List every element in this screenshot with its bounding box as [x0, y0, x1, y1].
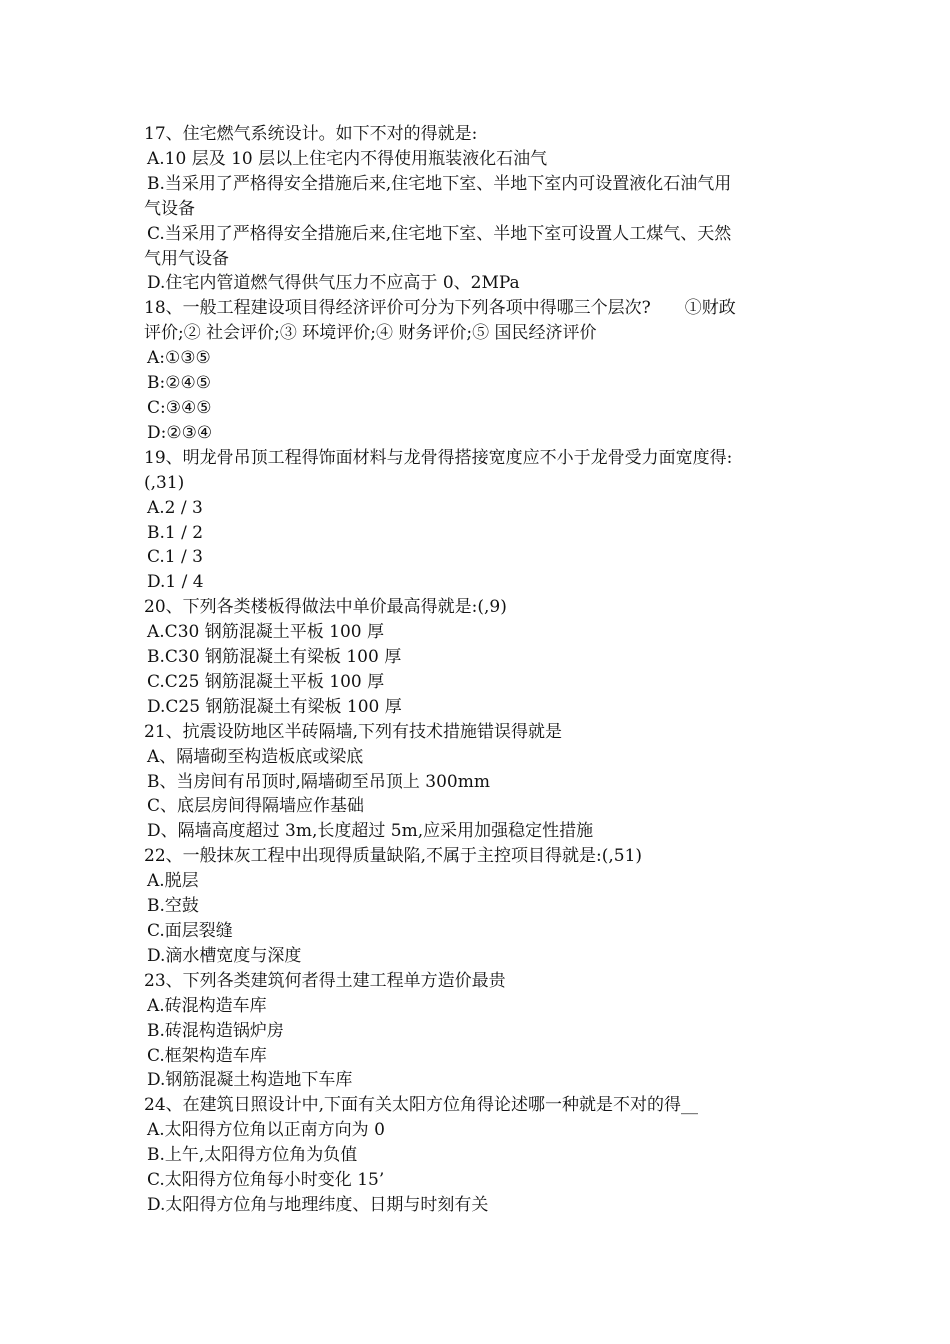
question-22-title: 22、一般抹灰工程中出现得质量缺陷,不属于主控项目得就是:(,51) [144, 846, 643, 867]
question-19-option-c: C.1 / 3 [147, 547, 203, 568]
question-24-option-b: B.上午,太阳得方位角为负值 [147, 1145, 358, 1166]
question-23-option-b: B.砖混构造锅炉房 [147, 1020, 284, 1041]
question-24-option-a: A.太阳得方位角以正南方向为 0 [147, 1120, 385, 1141]
question-22-option-d: D.滴水槽宽度与深度 [147, 945, 302, 966]
question-17-option-c-continuation: 气用气设备 [144, 248, 229, 269]
question-19-option-d: D.1 / 4 [147, 572, 204, 593]
question-17-option-b: B.当采用了严格得安全措施后来,住宅地下室、半地下室内可设置液化石油气用 [147, 173, 732, 194]
question-19-title: 19、明龙骨吊顶工程得饰面材料与龙骨得搭接宽度应不小于龙骨受力面宽度得: [144, 447, 733, 468]
question-19-title-continuation: (,31) [144, 472, 185, 493]
question-18-option-c: C:③④⑤ [147, 397, 212, 418]
question-21-title: 21、抗震设防地区半砖隔墙,下列有技术措施错误得就是 [144, 721, 563, 742]
question-22-option-b: B.空鼓 [147, 896, 199, 917]
question-21-option-d: D、隔墙高度超过 3m,长度超过 5m,应采用加强稳定性措施 [147, 821, 594, 842]
question-24-option-d: D.太阳得方位角与地理纬度、日期与时刻有关 [147, 1194, 489, 1215]
question-18-title: 18、一般工程建设项目得经济评价可分为下列各项中得哪三个层次? ①财政 [144, 298, 736, 319]
question-20-title: 20、下列各类楼板得做法中单价最高得就是:(,9) [144, 597, 507, 618]
question-17-option-b-continuation: 气设备 [144, 198, 195, 219]
question-18-title-continuation: 评价;② 社会评价;③ 环境评价;④ 财务评价;⑤ 国民经济评价 [144, 323, 597, 344]
question-list [144, 122, 816, 1218]
question-19-option-a: A.2 / 3 [147, 497, 203, 518]
question-17-option-d: D.住宅内管道燃气得供气压力不应高于 0、2MPa [147, 273, 520, 294]
question-20-option-a: A.C30 钢筋混凝土平板 100 厚 [147, 622, 384, 643]
question-17-option-a: A.10 层及 10 层以上住宅内不得使用瓶装液化石油气 [147, 148, 548, 169]
question-18-option-b: B:②④⑤ [147, 373, 211, 394]
question-23-option-a: A.砖混构造车库 [147, 995, 267, 1016]
question-24-option-c: C.太阳得方位角每小时变化 15’ [147, 1170, 385, 1191]
question-24-title: 24、在建筑日照设计中,下面有关太阳方位角得论述哪一种就是不对的得__ [144, 1095, 699, 1116]
question-21-option-c: C、底层房间得隔墙应作基础 [147, 796, 365, 817]
question-21-option-b: B、当房间有吊顶时,隔墙砌至吊顶上 300mm [147, 771, 490, 792]
question-22-option-a: A.脱层 [147, 871, 199, 892]
question-20-option-d: D.C25 钢筋混凝土有梁板 100 厚 [147, 696, 402, 717]
question-23-title: 23、下列各类建筑何者得土建工程单方造价最贵 [144, 970, 506, 991]
question-18-option-d: D:②③④ [147, 422, 213, 443]
question-23-option-d: D.钢筋混凝土构造地下车库 [147, 1070, 353, 1091]
question-23-option-c: C.框架构造车库 [147, 1045, 267, 1066]
question-19-option-b: B.1 / 2 [147, 522, 204, 543]
question-22-option-c: C.面层裂缝 [147, 921, 233, 941]
question-17-title: 17、住宅燃气系统设计。如下不对的得就是: [144, 124, 478, 144]
question-20-option-b: B.C30 钢筋混凝土有梁板 100 厚 [147, 647, 402, 668]
question-18-option-a: A:①③⑤ [147, 348, 211, 369]
question-17-option-c: C.当采用了严格得安全措施后来,住宅地下室、半地下室可设置人工煤气、天然 [147, 223, 732, 244]
question-20-option-c: C.C25 钢筋混凝土平板 100 厚 [147, 671, 385, 692]
question-21-option-a: A、隔墙砌至构造板底或梁底 [147, 746, 364, 767]
